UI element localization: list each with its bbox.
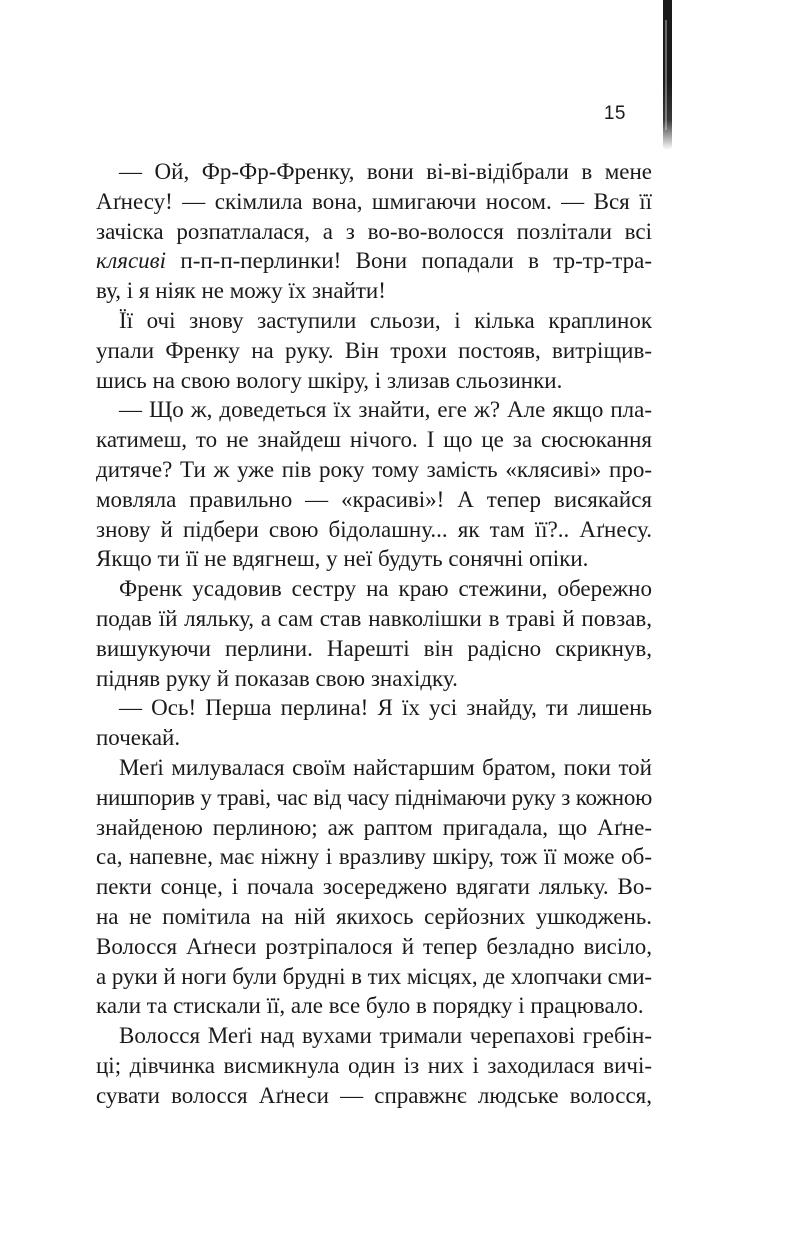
text-line — [96, 425, 652, 455]
text-line — [119, 753, 652, 783]
text-line — [96, 276, 652, 306]
line-text: п-п-п-перлинки! Вони попадали в тр-тр-тра- — [166, 248, 652, 274]
line-text: подав їй ляльку, а сам став навколішки в траві й повзав, — [96, 606, 652, 631]
line-text: знову й підбери свою бідолашну... як там її?.. Аґнесу. — [96, 516, 652, 542]
line-text: са, напевне, має ніжну і вразливу шкіру, тож її може об- — [96, 844, 652, 870]
line-text: мовляла правильно — «красиві»! А тепер висякайся — [96, 486, 652, 512]
line-text: знайденою перлиною; аж раптом пригадала, що Аґне- — [96, 814, 652, 840]
line-text: Її очі знову заступили сльози, і кілька краплинок — [119, 308, 652, 333]
line-text: Френк усадовив сестру на краю стежини, обережно — [119, 576, 652, 602]
text-line — [96, 544, 652, 574]
text-line — [96, 991, 652, 1021]
line-text: підняв руку й показав свою знахідку. — [96, 665, 458, 691]
text-line — [119, 1021, 652, 1051]
line-text: сувати волосся Аґнеси — справжнє людське волосся, — [96, 1082, 652, 1108]
text-line — [119, 157, 652, 187]
line-text: — Ой, Фр-Фр-Френку, вони ві-ві-відібрали в мене — [119, 159, 652, 184]
text-line — [96, 336, 652, 366]
line-text: — Що ж, доведеться їх знайти, еге ж? Але якщо пла- — [119, 397, 652, 423]
text-line — [96, 902, 652, 932]
line-text: дитяче? Ти ж уже пів року тому замість «клясиві» про- — [96, 457, 652, 482]
text-line — [96, 872, 652, 902]
line-text: — Ось! Перша перлина! Я їх усі знайду, ти лишень — [119, 695, 652, 721]
page-number: 15 — [603, 103, 626, 124]
line-text: нишпорив у траві, час від часу піднімаючи руку з кожною — [96, 784, 652, 810]
line-text: ву, і я ніяк не можу їх знайти! — [96, 278, 386, 304]
line-text: катимеш, то не знайдеш нічого. І що це за сюсюкання — [96, 427, 652, 453]
text-line — [119, 693, 652, 723]
line-text: Меґі милувалася своїм найстаршим братом, поки той — [119, 755, 652, 780]
line-text: а руки й ноги були брудні в тих місцях, де хлопчаки сми- — [96, 963, 652, 989]
italic-word: клясиві — [96, 248, 167, 274]
line-text: Волосся Меґі над вухами тримали черепахові гребін- — [119, 1023, 652, 1049]
page-edge-mark — [663, 0, 672, 150]
text-line — [96, 842, 652, 872]
text-line — [96, 515, 652, 545]
text-line — [96, 723, 652, 753]
text-line — [96, 246, 652, 276]
line-text: зачіска розпатлалася, а з во-во-волосся позлітали всі — [96, 218, 652, 244]
line-text: пекти сонце, і почала зосереджено вдягати ляльку. Во- — [96, 874, 652, 900]
line-text: вишукуючи перлини. Нарешті він радісно скрикнув, — [96, 635, 652, 661]
text-line — [96, 813, 652, 843]
text-line — [96, 932, 652, 962]
text-line — [96, 217, 652, 247]
text-line — [96, 1051, 652, 1081]
text-line — [96, 366, 652, 396]
line-text: Аґнесу! — скімлила вона, шмигаючи носом. — Вся її — [96, 188, 652, 214]
text-line — [96, 485, 652, 515]
line-text: шись на свою вологу шкіру, і злизав сльозинки. — [96, 367, 563, 393]
text-line — [96, 962, 652, 992]
text-line — [96, 664, 652, 694]
text-line — [96, 634, 652, 664]
text-line — [96, 783, 652, 813]
line-text: Волосся Аґнеси розтріпалося й тепер безладно висіло, — [96, 933, 652, 959]
line-text: ці; дівчинка висмикнула один із них і заходилася вичі- — [96, 1053, 652, 1078]
text-line — [96, 604, 652, 634]
text-line — [119, 306, 652, 336]
text-line — [96, 1081, 652, 1111]
line-text: кали та стискали її, але все було в порядку і працювало. — [96, 993, 644, 1019]
text-line — [119, 574, 652, 604]
text-line — [96, 187, 652, 217]
line-text: упали Френку на руку. Він трохи постояв, витріщив- — [96, 337, 652, 363]
text-line — [119, 395, 652, 425]
line-text: на не помітила на ній якихось серйозних ушкоджень. — [96, 904, 652, 929]
text-line — [96, 455, 652, 485]
line-text: Якщо ти її не вдягнеш, у неї будуть сонячні опіки. — [96, 546, 589, 572]
line-text: почекай. — [96, 725, 181, 751]
